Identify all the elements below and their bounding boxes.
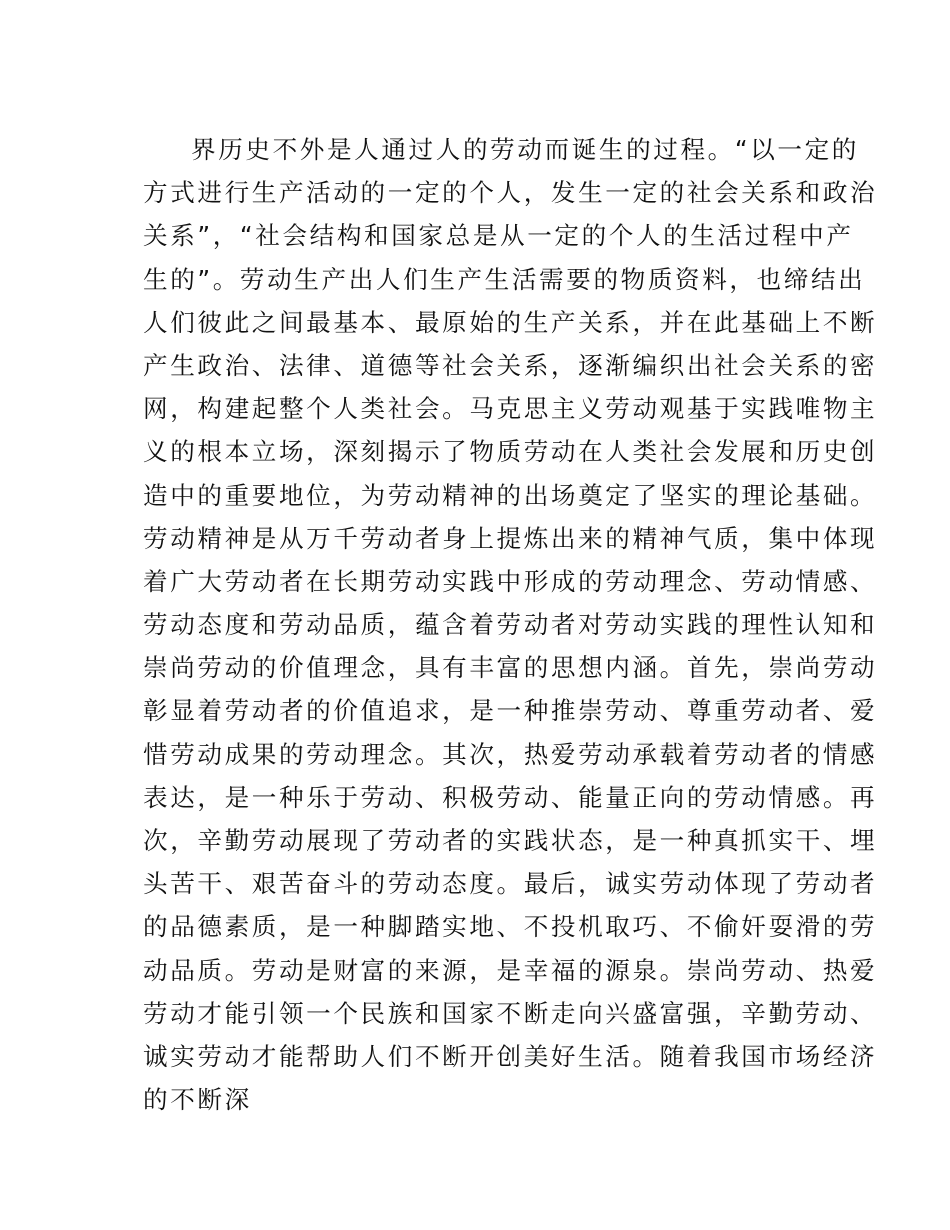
text-line-13: 崇尚劳动的价值理念，具有丰富的思想内涵。首先，崇尚劳动 <box>143 653 878 683</box>
text-line-14: 彰显着劳动者的价值追求，是一种推崇劳动、尊重劳动者、爱 <box>143 696 878 726</box>
text-line-21: 劳动才能引领一个民族和国家不断走向兴盛富强，辛勤劳动、 <box>143 998 878 1028</box>
text-line-1: 界历史不外是人通过人的劳动而诞生的过程。“以一定的 <box>191 135 859 164</box>
text-line-4: 生的”。劳动生产出人们生产生活需要的物质资料，也缔结出 <box>143 264 866 294</box>
text-line-22: 诚实劳动才能帮助人们不断开创美好生活。随着我国市场经济 <box>143 1041 878 1071</box>
text-line-19: 的品德素质，是一种脚踏实地、不投机取巧、不偷奸耍滑的劳 <box>143 912 878 942</box>
text-line-18: 头苦干、艰苦奋斗的劳动态度。最后，诚实劳动体现了劳动者 <box>143 869 878 899</box>
text-line-2: 方式进行生产活动的一定的个人，发生一定的社会关系和政治 <box>143 178 878 208</box>
text-line-15: 惜劳动成果的劳动理念。其次，热爱劳动承载着劳动者的情感 <box>143 739 878 769</box>
text-line-10: 劳动精神是从万千劳动者身上提炼出来的精神气质，集中体现 <box>143 523 878 553</box>
text-line-11: 着广大劳动者在长期劳动实践中形成的劳动理念、劳动情感、 <box>143 566 878 596</box>
text-line-12: 劳动态度和劳动品质，蕴含着劳动者对劳动实践的理性认知和 <box>143 610 878 640</box>
text-line-8: 义的根本立场，深刻揭示了物质劳动在人类社会发展和历史创 <box>143 437 878 467</box>
text-line-5: 人们彼此之间最基本、最原始的生产关系，并在此基础上不断 <box>143 307 878 337</box>
text-line-23: 的不断深 <box>143 1085 252 1115</box>
text-line-16: 表达，是一种乐于劳动、积极劳动、能量正向的劳动情感。再 <box>143 782 878 812</box>
text-line-20: 动品质。劳动是财富的来源，是幸福的源泉。崇尚劳动、热爱 <box>143 955 878 985</box>
text-line-17: 次，辛勤劳动展现了劳动者的实践状态，是一种真抓实干、埋 <box>143 826 878 855</box>
body-text <box>143 128 878 1121</box>
text-line-6: 产生政治、法律、道德等社会关系，逐渐编织出社会关系的密 <box>143 350 878 380</box>
text-line-7: 网，构建起整个人类社会。马克思主义劳动观基于实践唯物主 <box>143 394 878 424</box>
text-line-3: 关系”，“社会结构和国家总是从一定的个人的生活过程中产 <box>143 221 854 251</box>
text-line-9: 造中的重要地位，为劳动精神的出场奠定了坚实的理论基础。 <box>143 480 878 510</box>
